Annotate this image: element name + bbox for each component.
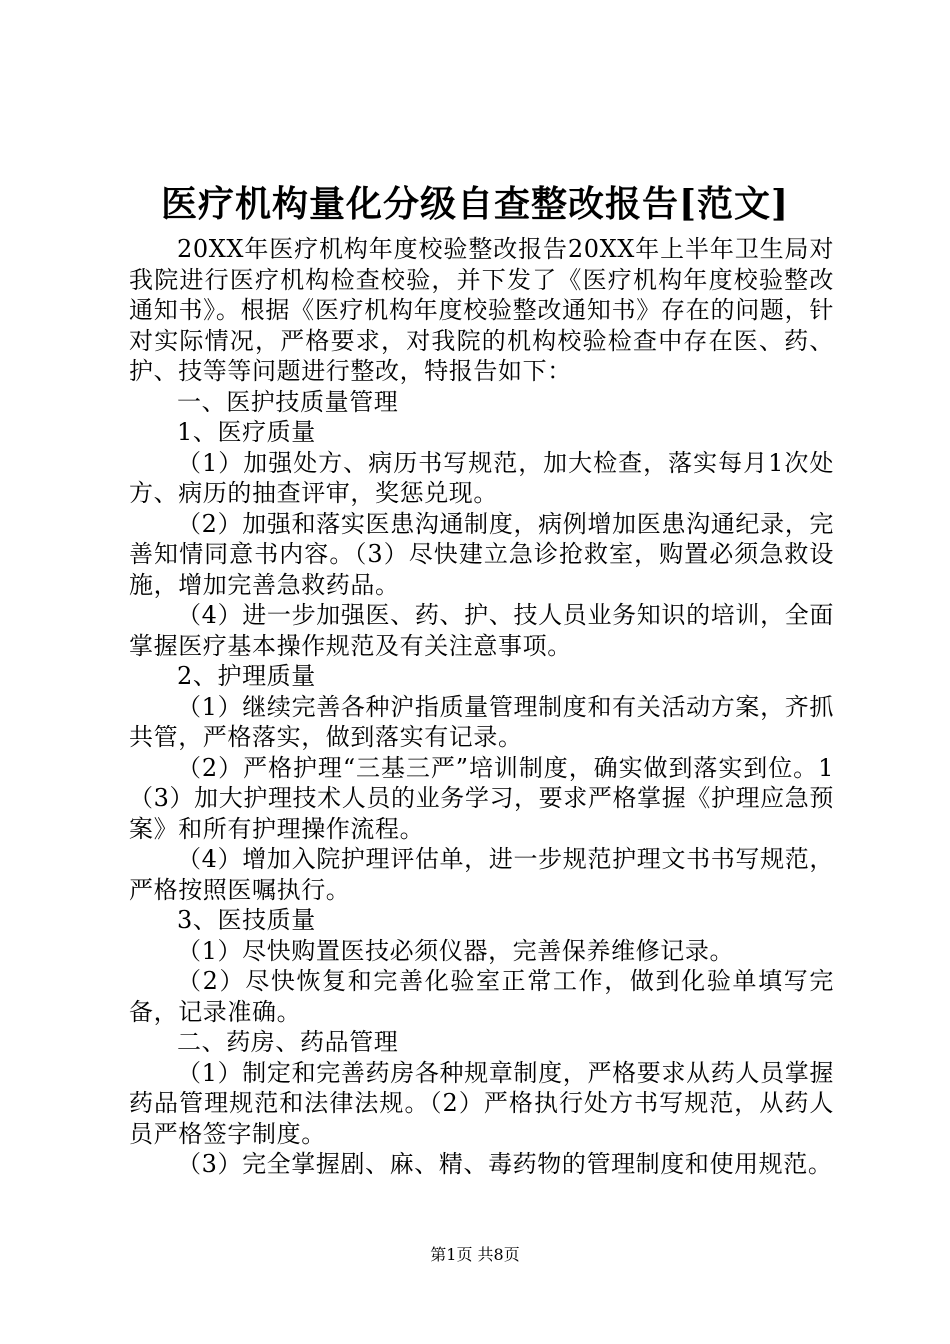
heading-section-1: 一、医护技质量管理	[177, 387, 399, 416]
paragraph-item: （1）继续完善各种沪指质量管理制度和有关活动方案，齐抓共管，严格落实，做到落实有记录。	[129, 692, 834, 751]
paragraph-item: （1）加强处方、病历书写规范，加大检查，落实每月1次处方、病历的抽查评审，奖惩兑现。	[129, 448, 834, 507]
paragraph-item: （4）进一步加强医、药、护、技人员业务知识的培训，全面掌握医疗基本操作规范及有关注意事项。	[129, 601, 834, 660]
document-title: 医疗机构量化分级自查整改报告[范文]	[160, 183, 790, 225]
heading-medical-quality: 1、医疗质量	[177, 418, 316, 446]
paragraph-item: （2）加强和落实医患沟通制度，病例增加医患沟通纪录，完善知情同意书内容。（3）尽快建立急诊抢救室，购置必须急救设施，增加完善急救药品。	[129, 509, 834, 599]
page-footer: 第1页 共8页	[430, 1245, 520, 1264]
paragraph-intro: 20XX年医疗机构年度校验整改报告20XX年上半年卫生局对我院进行医疗机构检查校验，并下发了《医疗机构年度校验整改通知书》。根据《医疗机构年度校验整改通知书》存在的问题，针对实际情况，严格要求，对我院的机构校验检查中存在医、药、护、技等等问题进行整改，特报告如下：	[129, 235, 834, 385]
paragraph-item: （3）完全掌握剧、麻、精、毒药物的管理制度和使用规范。	[177, 1150, 833, 1178]
paragraph-item: （2）严格护理“三基三严”培训制度，确实做到落实到位。1（3）加大护理技术人员的业务学习，要求严格掌握《护理应急预案》和所有护理操作流程。	[129, 753, 834, 843]
paragraph-item: （1）尽快购置医技必须仪器，完善保养维修记录。	[177, 936, 735, 965]
paragraph-item: （1）制定和完善药房各种规章制度，严格要求从药人员掌握药品管理规范和法律法规。（2）严格执行处方书写规范，从药人员严格签字制度。	[129, 1058, 834, 1148]
heading-section-2: 二、药房、药品管理	[177, 1028, 399, 1056]
heading-nursing-quality: 2、护理质量	[177, 662, 316, 690]
document-body	[129, 234, 834, 1180]
paragraph-item: （2）尽快恢复和完善化验室正常工作，做到化验单填写完备，记录准确。	[129, 967, 834, 1026]
paragraph-item: （4）增加入院护理评估单，进一步规范护理文书书写规范，严格按照医嘱执行。	[129, 845, 834, 904]
heading-tech-quality: 3、医技质量	[177, 906, 316, 934]
